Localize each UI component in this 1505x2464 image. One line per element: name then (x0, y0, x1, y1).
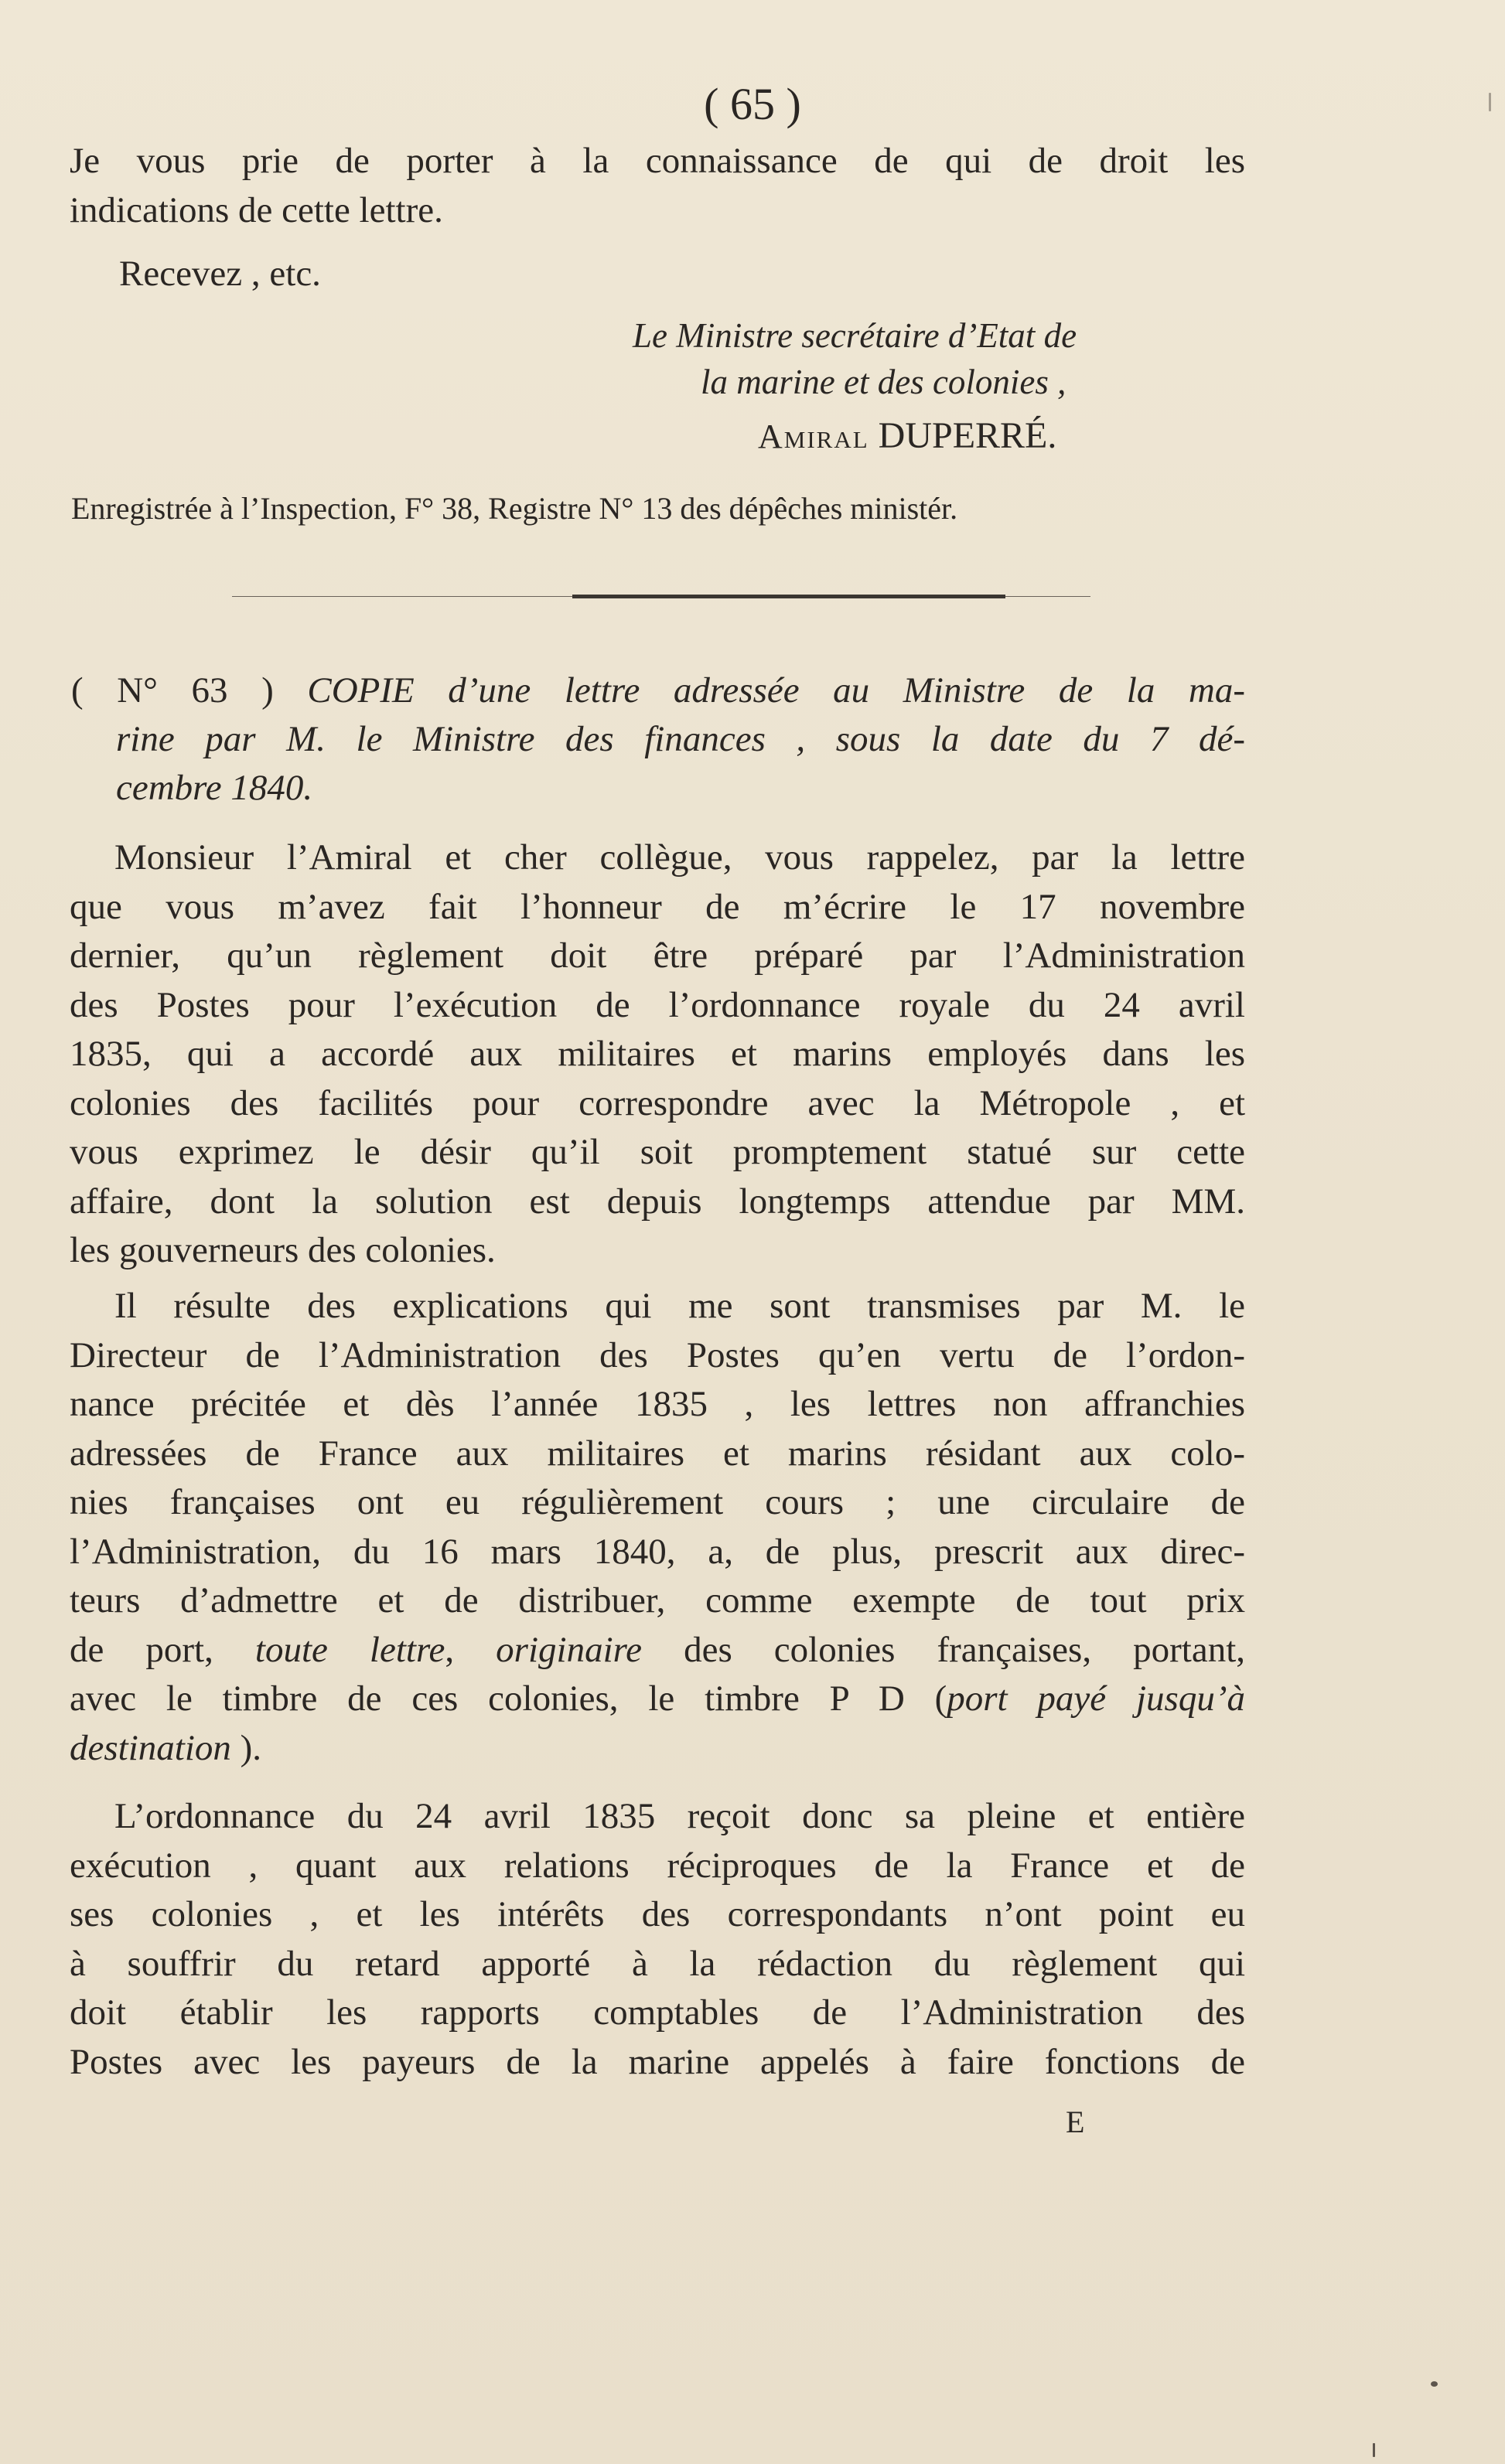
text-line: que vous m’avez fait l’honneur de m’écrire le 17 novembre (70, 886, 1245, 927)
text-line: doit établir les rapports comptables de l’Administration des (70, 1992, 1245, 2033)
signature-title-line-2: la marine et des colonies , (701, 363, 1066, 401)
text-line: Il résulte des explications qui me sont transmises par M. le (114, 1286, 1245, 1326)
intro-paragraph (70, 137, 1245, 235)
text-line: vous exprimez le désir qu’il soit promptement statué sur cette (70, 1132, 1245, 1172)
text-line: à souffrir du retard apporté à la rédaction du règlement qui (70, 1943, 1245, 1984)
closing-text: Recevez , etc. (119, 254, 321, 294)
text-line: Postes avec les payeurs de la marine appelés à faire fonctions de (70, 2041, 1245, 2082)
document-heading (71, 666, 1245, 813)
text-segment: des colonies françaises, portant, (642, 1629, 1245, 1670)
signature-surname: DUPERRÉ. (878, 415, 1057, 456)
divider-thick-line (572, 595, 1005, 598)
signature-title-line-1: Le Ministre secrétaire d’Etat de (633, 316, 1077, 355)
heading-text: COPIE d’une lettre adressée au Ministre de la ma- (307, 670, 1245, 711)
text-line: l’Administration, du 16 mars 1840, a, de plus, prescrit aux direc- (70, 1531, 1245, 1572)
text-segment-italic: toute lettre (254, 1629, 445, 1670)
paragraph-2 (70, 1282, 1245, 1773)
text-segment: , (445, 1629, 497, 1670)
paragraph-1 (70, 833, 1245, 1276)
text-line: nies françaises ont eu régulièrement cours ; une circulaire de (70, 1482, 1245, 1522)
text-segment: de port, (70, 1629, 255, 1670)
heading-line (71, 666, 1245, 715)
text-line: ses colonies , et les intérêts des correspondants n’ont point eu (70, 1894, 1245, 1934)
signature-rank: Amiral (758, 417, 869, 455)
text-line: Directeur de l’Administration des Postes qu’en vertu de l’ordon- (70, 1334, 1245, 1375)
text-line: nance précitée et dès l’année 1835 , les lettres non affranchies (70, 1384, 1245, 1424)
signature-mark: E (1066, 2104, 1085, 2139)
document-number: ( N° 63 ) (71, 670, 274, 711)
text-line: adressées de France aux militaires et marins résidant aux colo- (70, 1433, 1245, 1474)
text-line: Monsieur l’Amiral et cher collègue, vous rappelez, par la lettre (114, 837, 1245, 878)
text-line: colonies des facilités pour correspondre avec la Métropole , et (70, 1082, 1245, 1123)
text-line: indications de cette lettre. (70, 189, 443, 230)
text-line: 1835, qui a accordé aux militaires et marins employés dans les (70, 1034, 1245, 1074)
text-line-mixed (70, 1675, 1245, 1724)
paper-speck (1489, 93, 1491, 111)
signature-name (758, 411, 1056, 462)
register-note: Enregistrée à l’Inspection, F° 38, Registre N° 13 des dépêches ministér. (71, 491, 958, 526)
text-line: Je vous prie de porter à la connaissance de qui de droit les (70, 141, 1245, 181)
text-line: exécution , quant aux relations réciproques de la France et de (70, 1845, 1245, 1886)
closing-formula (119, 250, 1295, 299)
text-line: affaire, dont la solution est depuis longtemps attendue par MM. (70, 1181, 1245, 1222)
text-line-mixed (70, 1724, 1245, 1774)
heading-line: rine par M. le Ministre des finances , sous la date du 7 dé- (116, 719, 1245, 759)
text-line: teurs d’admettre et de distribuer, comme exempte de tout prix (70, 1580, 1245, 1621)
text-segment: ). (230, 1727, 262, 1768)
text-line-mixed (70, 1626, 1245, 1675)
text-line: dernier, qu’un règlement doit être préparé par l’Administration (70, 936, 1245, 976)
text-segment: avec le timbre de ces colonies, le timbre P D ( (70, 1678, 947, 1719)
paper-speck (1431, 2381, 1438, 2387)
text-line: L’ordonnance du 24 avril 1835 reçoit donc sa pleine et entière (114, 1796, 1245, 1836)
heading-line: cembre 1840. (116, 768, 313, 808)
text-segment-italic: originaire (496, 1629, 643, 1670)
text-line: les gouverneurs des colonies. (70, 1230, 496, 1270)
text-segment-italic: port payé jusqu’à (947, 1678, 1245, 1719)
text-segment-italic: destination (70, 1727, 231, 1768)
text-line: des Postes pour l’exécution de l’ordonnance royale du 24 avril (70, 984, 1245, 1025)
paper-speck (1373, 2443, 1375, 2457)
page-number: ( 65 ) (704, 79, 801, 129)
section-divider (232, 594, 1090, 598)
paragraph-3 (70, 1792, 1245, 2087)
